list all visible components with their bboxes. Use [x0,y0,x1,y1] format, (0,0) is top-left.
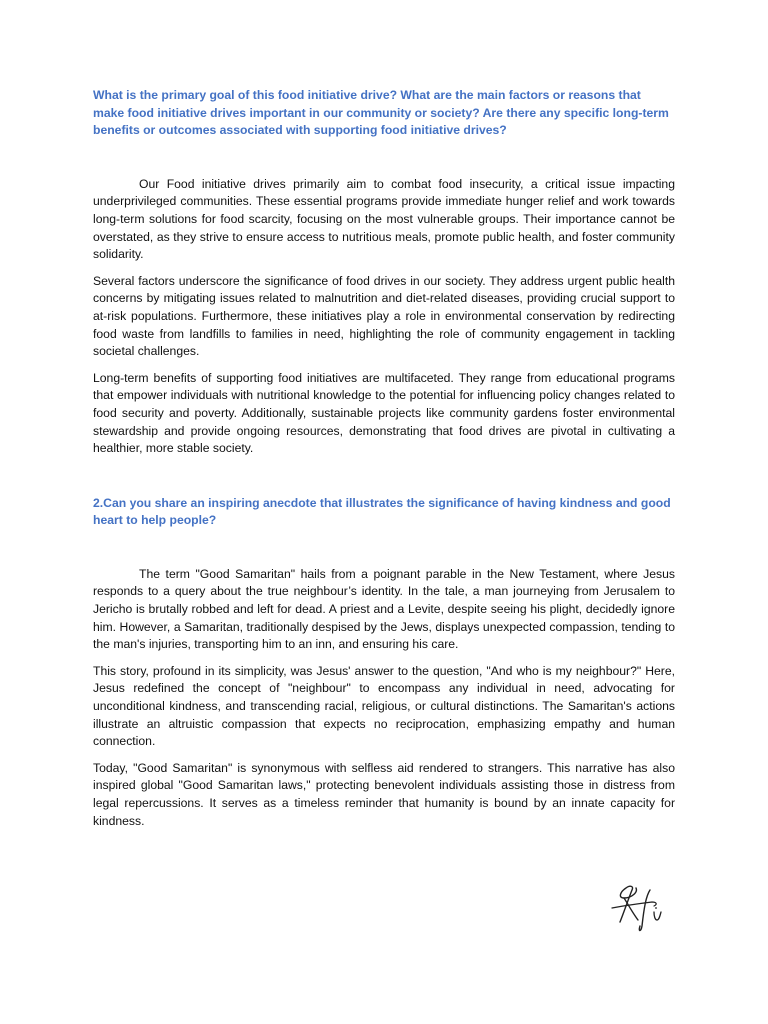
answer-1-paragraph-3: Long-term benefits of supporting food initiatives are multifaceted. They range from educational programs that empower individuals with nutritional knowledge to the potential for influencing policy changes related to food security and poverty. Additionally, sustainable projects like community gardens foster environmental stewardship and provide ongoing resources, demonstrating that food drives are pivotal in cultivating a healthier, more stable society. [93,370,675,456]
answer-2-paragraph-1: The term "Good Samaritan" hails from a poignant parable in the New Testament, where Jesus responds to a query about the true neighbour’s identity. In the tale, a man journeying from Jerusalem to Jericho is brutally robbed and left for dead. A priest and a Levite, despite seeing his plight, decidedly ignore him. However, a Samaritan, traditionally despised by the Jews, displays unexpected compassion, tending to the man's injuries, transporting him to an inn, and ensuring his care. [93,566,675,652]
answer-2-paragraph-2: This story, profound in its simplicity, was Jesus' answer to the question, "And who is my neighbour?" Here, Jesus redefined the concept of "neighbour" to encompass any individual in need, advocating for unconditional kindness, and transcending racial, religious, or cultural distinctions. The Samaritan's actions illustrate an altruistic compassion that expects no reciprocation, emphasizing empathy and human connection. [93,663,675,749]
question-1-heading: What is the primary goal of this food initiative drive? What are the main factors or reasons that make food initiative drives important in our community or society? Are there any specific long-term benefits or outcomes associated with supporting food initiative drives? [93,88,669,138]
document-page [93,87,675,839]
answer-2-paragraph-3: Today, "Good Samaritan" is synonymous with selfless aid rendered to strangers. This narrative has also inspired global "Good Samaritan laws," protecting benevolent individuals assisting those in distress from legal repercussions. It serves as a timeless reminder that humanity is bound by an innate capacity for kindness. [93,760,675,828]
answer-section-2 [93,566,675,830]
answer-section-1 [93,176,675,458]
answer-1-paragraph-2: Several factors underscore the significance of food drives in our society. They address urgent public health concerns by mitigating issues related to malnutrition and diet-related diseases, providing crucial support to at-risk populations. Furthermore, these initiatives play a role in environmental conservation by redirecting food waste from landfills to families in need, highlighting the role of community engagement in tackling societal challenges. [93,273,675,359]
answer-1-paragraph-1: Our Food initiative drives primarily aim to combat food insecurity, a critical issue impacting underprivileged communities. These essential programs provide immediate hunger relief and work towards long-term solutions for food scarcity, focusing on the most vulnerable groups. Their importance cannot be overstated, as they strive to ensure access to nutritious meals, promote public health, and foster community solidarity. [93,176,675,262]
handwritten-signature [610,882,666,934]
question-2-heading: 2.Can you share an inspiring anecdote that illustrates the significance of having kindness and good heart to help people? [93,495,671,528]
